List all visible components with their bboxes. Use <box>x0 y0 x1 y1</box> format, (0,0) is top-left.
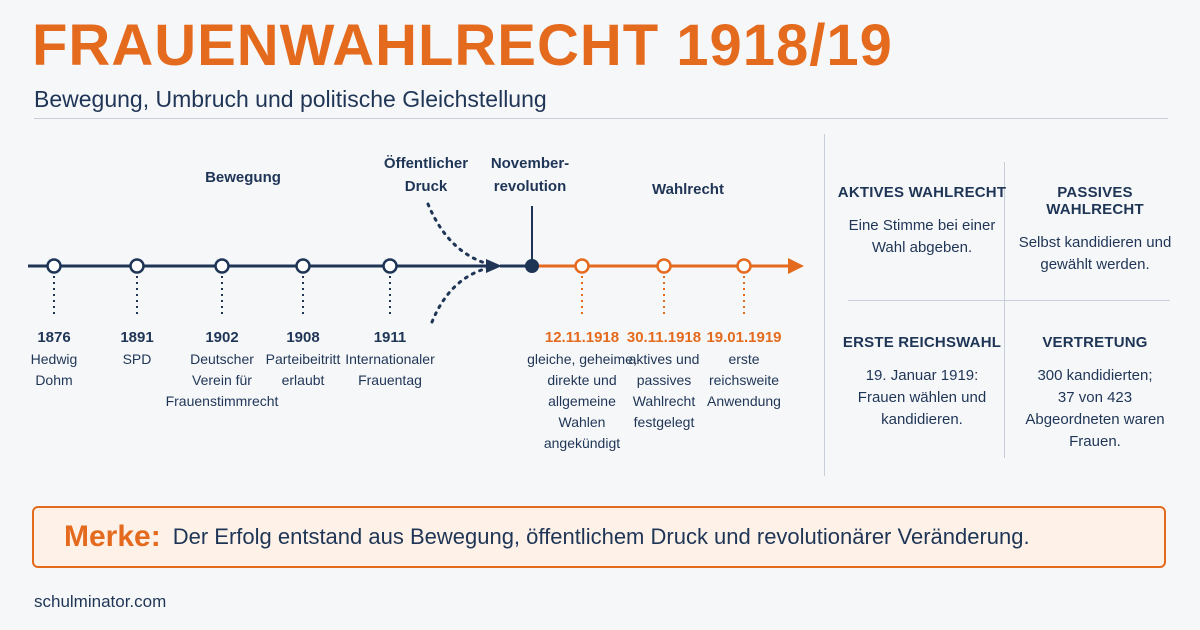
event-description-line: Verein für <box>192 372 252 388</box>
card-title: PASSIVES WAHLRECHT <box>1046 184 1144 218</box>
timeline-event-2 <box>120 260 153 368</box>
card-text-line: 37 von 423 <box>1057 389 1133 406</box>
card-title: VERTRETUNG <box>1042 334 1148 351</box>
card-text-line: Selbst kandidieren und <box>1018 234 1172 251</box>
event-description-line: Deutscher <box>190 351 254 367</box>
merke-label: Merke: <box>64 520 161 553</box>
event-description-line: Wahlrecht <box>632 393 696 409</box>
druck-curve-lower <box>432 268 488 322</box>
revolution-marker-dot <box>525 259 539 273</box>
card-title: AKTIVES WAHLRECHT <box>837 184 1007 201</box>
event-description-line: erste <box>728 351 760 367</box>
event-date: 12.11.1918 <box>544 329 620 346</box>
event-marker <box>297 260 310 273</box>
event-description-line: direkte und <box>547 372 617 388</box>
page-subtitle: Bewegung, Umbruch und politische Gleichstellung <box>34 86 547 112</box>
event-description-line: aktives und <box>628 351 700 367</box>
card-erste-reichswahl <box>837 334 1007 431</box>
card-text-line: 300 kandidierten; <box>1037 367 1153 384</box>
merke-box <box>32 506 1166 568</box>
panel-divider-vertical <box>824 134 825 476</box>
card-text-line: Frauen. <box>1069 433 1121 450</box>
phase-label-druck-line1: Öffentlicher <box>383 155 469 172</box>
timeline-event-7 <box>627 260 701 431</box>
event-date: 1908 <box>286 329 320 346</box>
event-date: 1911 <box>373 329 407 346</box>
timeline-arrow-navy <box>486 259 502 273</box>
event-marker <box>48 260 61 273</box>
card-text-line: Wahl abgeben. <box>871 239 973 256</box>
event-description-line: reichsweite <box>708 372 780 388</box>
page-title: FRAUENWAHLRECHT 1918/19 <box>32 13 893 78</box>
event-date: 1876 <box>37 329 71 346</box>
card-title: ERSTE REICHSWAHL <box>842 334 1002 351</box>
event-description-line: gleiche, geheime, <box>527 351 637 367</box>
card-text-line: kandidieren. <box>881 411 963 428</box>
event-description-line: Wahlen <box>558 414 606 430</box>
event-description-line: Dohm <box>35 372 73 388</box>
timeline-event-3 <box>166 260 279 410</box>
card-text-line: Abgeordneten waren <box>1025 411 1165 428</box>
event-description-line: allgemeine <box>548 393 616 409</box>
event-description-line: SPD <box>122 351 152 367</box>
timeline-arrow-orange <box>788 258 804 274</box>
timeline-event-5 <box>345 260 435 389</box>
card-text-line: 19. Januar 1919: <box>865 367 979 384</box>
event-description-line: erlaubt <box>281 372 325 388</box>
card-text-line: Frauen wählen und <box>857 389 987 406</box>
druck-curve-upper <box>428 204 488 264</box>
timeline-event-8 <box>706 260 781 410</box>
timeline-event-4 <box>266 260 341 389</box>
phase-label-druck-line2: Druck <box>404 178 448 195</box>
card-text-line: Eine Stimme bei einer <box>848 217 996 234</box>
merke-text: Der Erfolg entstand aus Bewegung, öffentlichem Druck und revolutionärer Veränderung. <box>172 524 1030 549</box>
event-description-line: Internationaler <box>345 351 435 367</box>
timeline-event-6 <box>527 260 637 452</box>
card-passives-wahlrecht <box>1010 184 1180 276</box>
event-date: 1902 <box>205 329 239 346</box>
event-description-line: passives <box>636 372 692 388</box>
card-text-line: gewählt werden. <box>1040 256 1150 273</box>
event-description-line: Frauentag <box>358 372 422 388</box>
timeline-events <box>31 260 782 452</box>
timeline-event-1 <box>31 260 78 389</box>
phase-label-revolution-line1: November- <box>490 155 570 172</box>
event-description-line: Frauenstimmrecht <box>165 393 279 409</box>
event-marker <box>658 260 671 273</box>
event-description-line: angekündigt <box>543 435 621 451</box>
event-marker <box>738 260 751 273</box>
event-description-line: Anwendung <box>707 393 781 409</box>
footer-source: schulminator.com <box>34 592 167 611</box>
event-marker <box>131 260 144 273</box>
card-vertretung <box>1010 334 1180 453</box>
phase-label-revolution-line2: revolution <box>493 178 567 195</box>
event-description-line: Parteibeitritt <box>265 351 341 367</box>
event-marker <box>384 260 397 273</box>
phase-label-wahlrecht: Wahlrecht <box>652 181 724 198</box>
event-date: 1891 <box>120 329 154 346</box>
event-description-line: festgelegt <box>633 414 695 430</box>
phase-label-bewegung: Bewegung <box>205 169 281 186</box>
event-date: 19.01.1919 <box>706 329 782 346</box>
card-aktives-wahlrecht <box>837 184 1007 259</box>
panel-divider-horizontal <box>848 300 1170 301</box>
event-date: 30.11.1918 <box>626 329 702 346</box>
event-description-line: Hedwig <box>30 351 78 367</box>
event-marker <box>576 260 589 273</box>
event-marker <box>216 260 229 273</box>
